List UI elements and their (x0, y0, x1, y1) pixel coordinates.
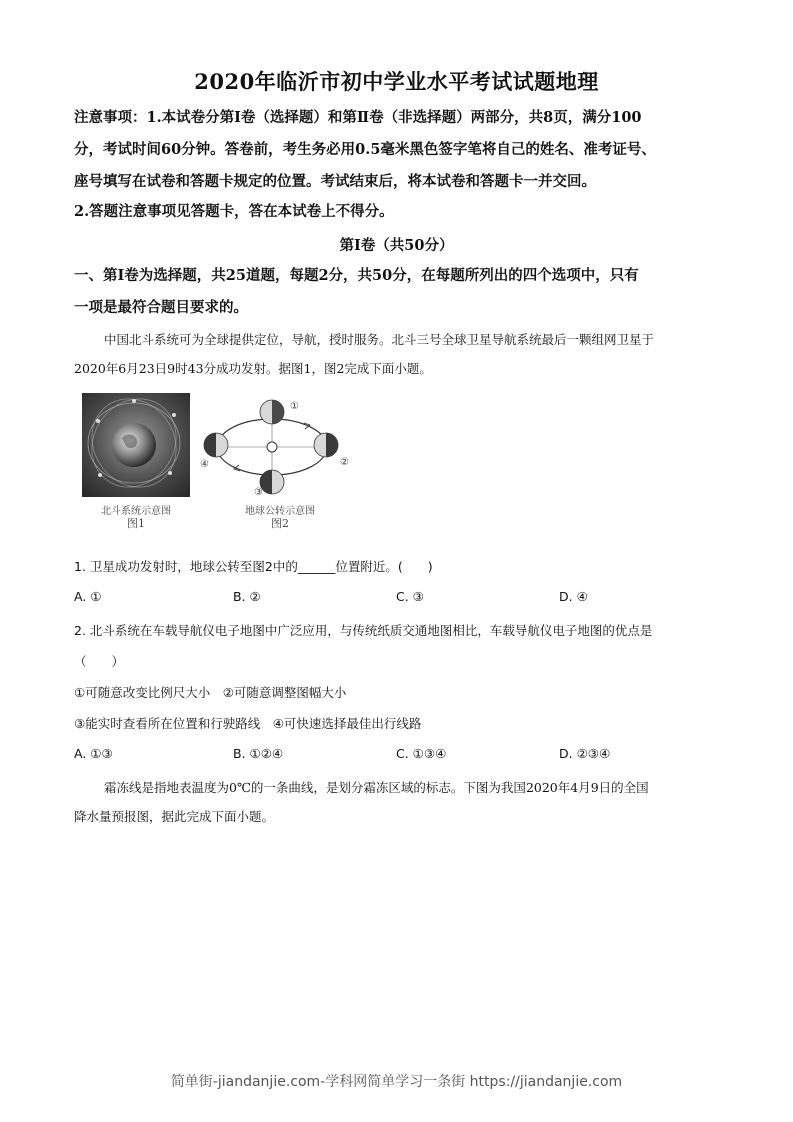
notice-line-3: 座号填写在试卷和答题卡规定的位置。考试结束后，将本试卷和答题卡一并交回。 (74, 173, 596, 190)
q2-stem-line-2: （ ） (74, 654, 125, 669)
position-label-4: ④ (200, 459, 209, 470)
notice-line-1: 注意事项：1.本试卷分第Ⅰ卷（选择题）和第Ⅱ卷（非选择题）两部分，共8页，满分100 (74, 109, 642, 126)
figures (82, 393, 372, 531)
figure2-caption-num: 图2 (271, 517, 289, 530)
figure1-caption-name: 北斗系统示意图 (101, 506, 171, 517)
q2-statements-line-2: ③能实时查看所在位置和行驶路线 ④可快速选择最佳出行线路 (74, 716, 422, 731)
part-intro-line-2: 一项是最符合题目要求的。 (74, 299, 248, 316)
notice-line-4: 2.答题注意事项见答题卡，答在本试卷上不得分。 (74, 203, 394, 220)
position-label-2: ② (340, 457, 349, 468)
q2-statements-line-1: ①可随意改变比例尺大小 ②可随意调整图幅大小 (74, 685, 347, 700)
q1-option-b[interactable]: B. ② (233, 589, 261, 604)
passage1-line-2: 2020年6月23日9时43分成功发射。据图1，图2完成下面小题。 (74, 361, 432, 376)
figure1-caption-num: 图1 (127, 517, 145, 530)
passage2-line-1: 霜冻线是指地表温度为0℃的一条曲线，是划分霜冻区域的标志。下图为我国2020年4月9日的全国 (104, 780, 649, 795)
q2-stem-line-1: 2. 北斗系统在车载导航仪电子地图中广泛应用，与传统纸质交通地图相比，车载导航仪电子地图的优点是 (74, 623, 653, 638)
q2-option-c[interactable]: C. ①③④ (396, 746, 447, 761)
q1-stem: 1. 卫星成功发射时，地球公转至图2中的______位置附近。( ) (74, 559, 433, 574)
position-label-1: ① (290, 401, 299, 412)
earth-top (260, 400, 284, 424)
earth-right (314, 433, 338, 457)
q1-option-a[interactable]: A. ① (74, 589, 102, 604)
q1-option-c[interactable]: C. ③ (396, 589, 424, 604)
earth-bottom (260, 470, 284, 494)
q2-option-d[interactable]: D. ②③④ (559, 746, 611, 761)
q2-option-b[interactable]: B. ①②④ (233, 746, 284, 761)
earth-left (204, 433, 228, 457)
part-intro-line-1: 一、第Ⅰ卷为选择题，共25道题，每题2分，共50分，在每题所列出的四个选项中，只有 (74, 267, 639, 284)
passage1-line-1: 中国北斗系统可为全球提供定位，导航，授时服务。北斗三号全球卫星导航系统最后一颗组网卫星于 (104, 332, 655, 347)
figure2-diagram (200, 395, 360, 499)
page-title: 2020年临沂市初中学业水平考试试题地理 (194, 69, 599, 94)
section-title: 第Ⅰ卷（共50分） (339, 237, 454, 254)
footer-watermark: 简单街-jiandanjie.com-学科网简单学习一条街 https://jiandanjie.com (170, 1074, 623, 1090)
q1-option-d[interactable]: D. ④ (559, 589, 588, 604)
figure2-caption-name: 地球公转示意图 (245, 506, 315, 517)
figure1-image (82, 393, 190, 497)
q2-option-a[interactable]: A. ①③ (74, 746, 113, 761)
passage2-line-2: 降水量预报图，据此完成下面小题。 (74, 809, 275, 824)
notice-line-2: 分，考试时间60分钟。答卷前，考生务必用0.5毫米黑色签字笔将自己的姓名、准考证号、 (74, 141, 656, 158)
position-label-3: ③ (254, 487, 263, 498)
